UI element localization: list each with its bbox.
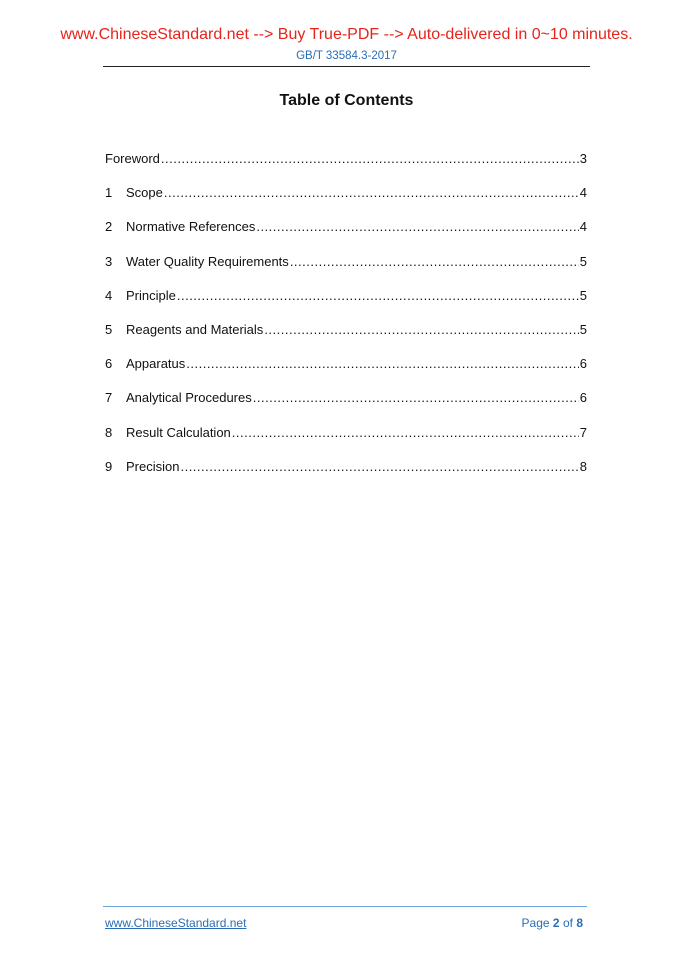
toc-dot-leader xyxy=(164,184,579,201)
toc-dot-leader xyxy=(232,424,579,441)
toc-entry-precision[interactable] xyxy=(105,458,587,492)
toc-entry-label: Precision xyxy=(126,458,180,474)
header-divider xyxy=(103,66,590,67)
toc-entry-reagents-and-materials[interactable] xyxy=(105,321,587,355)
toc-entry-label: Normative References xyxy=(126,219,256,235)
toc-entry-page: 4 xyxy=(579,219,587,235)
header-banner-link[interactable]: www.ChineseStandard.net --> Buy True-PDF --> Auto-delivered in 0~10 minutes. xyxy=(60,26,633,43)
toc-entry-label: Reagents and Materials xyxy=(126,321,264,337)
toc-entry-label: Result Calculation xyxy=(126,424,231,440)
toc-dot-leader xyxy=(290,253,579,270)
toc-entry-label: Foreword xyxy=(105,151,160,166)
toc-entry-number: 1 xyxy=(105,185,113,201)
toc-entry-label: Apparatus xyxy=(126,356,186,372)
toc-entry-number: 4 xyxy=(105,287,113,303)
toc-entry-page: 8 xyxy=(579,458,587,474)
toc-entry-page: 5 xyxy=(579,321,587,337)
page-total: 8 xyxy=(576,916,583,930)
toc-entry-number: 5 xyxy=(105,321,113,337)
toc-entry-page: 3 xyxy=(579,151,587,166)
toc-entry-page: 4 xyxy=(579,185,587,201)
standard-code: GB/T 33584.3-2017 xyxy=(296,50,397,62)
footer-divider xyxy=(103,906,587,907)
toc-dot-leader xyxy=(177,287,579,304)
toc-dot-leader xyxy=(180,458,578,475)
toc-entry-normative-references[interactable] xyxy=(105,218,587,252)
toc-entry-page: 5 xyxy=(579,287,587,303)
toc-entry-number: 9 xyxy=(105,458,113,474)
toc-entry-result-calculation[interactable] xyxy=(105,424,587,458)
toc-entry-scope[interactable] xyxy=(105,184,587,218)
toc-dot-leader xyxy=(161,150,579,167)
toc-entry-number: 8 xyxy=(105,424,113,440)
toc-entry-analytical-procedures[interactable] xyxy=(105,389,587,423)
toc-entry-number: 2 xyxy=(105,219,113,235)
page-indicator xyxy=(522,916,583,930)
toc-entry-page: 5 xyxy=(579,253,587,269)
toc-dot-leader xyxy=(264,321,578,338)
toc-entry-label: Principle xyxy=(126,287,176,303)
toc-entry-foreword[interactable] xyxy=(105,150,587,184)
toc-entry-label: Water Quality Requirements xyxy=(126,253,289,269)
toc-entry-number: 7 xyxy=(105,390,113,406)
toc-entry-label: Analytical Procedures xyxy=(126,390,252,406)
toc-dot-leader xyxy=(256,218,578,235)
footer-website-link[interactable]: www.ChineseStandard.net xyxy=(105,916,247,930)
table-of-contents xyxy=(105,150,587,492)
toc-entry-apparatus[interactable] xyxy=(105,355,587,389)
toc-dot-leader xyxy=(253,389,579,406)
toc-entry-number: 6 xyxy=(105,356,113,372)
toc-entry-page: 7 xyxy=(579,424,587,440)
page-prefix: Page xyxy=(521,916,550,930)
page-of: of xyxy=(562,916,573,930)
toc-entry-page: 6 xyxy=(579,390,587,406)
toc-entry-principle[interactable] xyxy=(105,287,587,321)
toc-entry-label: Scope xyxy=(126,185,163,201)
toc-entry-number: 3 xyxy=(105,253,113,269)
toc-entry-water-quality-requirements[interactable] xyxy=(105,253,587,287)
toc-entry-page: 6 xyxy=(579,356,587,372)
toc-dot-leader xyxy=(186,355,579,372)
toc-title: Table of Contents xyxy=(279,92,414,109)
page-current: 2 xyxy=(552,916,560,930)
